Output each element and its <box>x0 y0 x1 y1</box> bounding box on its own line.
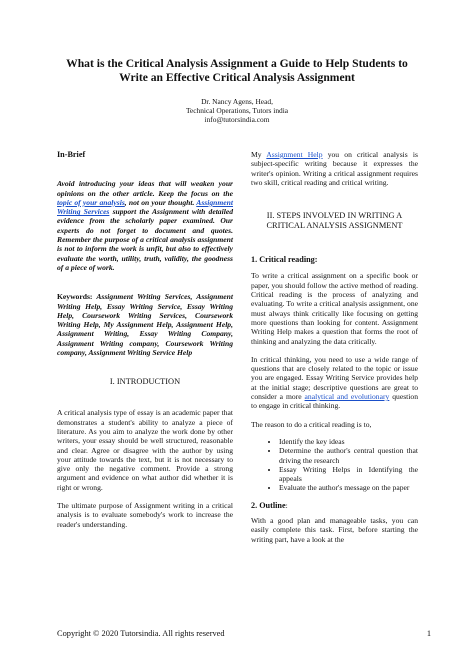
inbrief-text-2: , not on your thought. <box>124 197 197 207</box>
critical-reading-heading: 1. Critical reading: <box>251 255 318 265</box>
right-intro-text-2: you on critical analysis is subject-specific writing because it expresses the writer's opinion. Writing a critical assignment requires two skill, critical reading and critical writing. <box>251 150 418 187</box>
intro-paragraph-2: The ultimate purpose of Assignment writing in a critical analysis is to evaluate somebody's work to increase the reader's understanding. <box>57 501 233 529</box>
outline-heading-row <box>251 501 418 510</box>
author-block <box>120 97 354 125</box>
inbrief-paragraph <box>57 179 233 272</box>
keywords-label: Keywords: <box>57 292 93 302</box>
reason-list <box>251 437 418 493</box>
left-column <box>57 150 233 529</box>
intro-paragraph-1: A critical analysis type of essay is an academic paper that demonstrates a student's ability to analyze a piece of literature. As you aim to analyze the work done by other writers, your essay should be well structured, reasonable and clear. Agree or disagree with the author by using your attitude towards the text, but it is not necessary to give only the negative comment. Provide a strong argument and evidence on what author did whether it is right or wrong. <box>57 408 233 492</box>
outline-colon: : <box>285 500 288 510</box>
right-column <box>251 150 418 544</box>
assignment-help-link[interactable]: Assignment Help <box>266 150 323 159</box>
critical-reading-text-1: In critical thinking, you need to use a wide range of questions that are closely related to the topic or issue you are engaged. Essay Writing Service provides help at the initial stage; descriptive questions are great to consider a more <box>251 354 418 402</box>
topic-analysis-link[interactable]: topic of your analysis <box>57 197 125 207</box>
keywords-paragraph <box>57 292 233 357</box>
page-footer <box>57 629 431 638</box>
outline-paragraph: With a good plan and manageable tasks, you can easily complete this task. First, before starting the writing part, have a look at the <box>251 516 418 544</box>
analytical-evolutionary-link[interactable]: analytical and evolutionary <box>304 392 390 402</box>
outline-heading: 2. Outline <box>251 500 286 510</box>
copyright-text: Copyright © 2020 Tutorsindia. All rights reserved <box>57 629 225 638</box>
right-intro-text-1: My <box>251 150 267 159</box>
paper-title: What is the Critical Analysis Assignment a Guide to Help Students to Write an Effective Critical Analysis Assignment <box>66 57 408 84</box>
list-item: • Essay Writing Helps in Identifying the appeals <box>279 465 418 484</box>
keywords-text: Assignment Writing Services, Assignment Writing Help, Essay Writing Service, Essay Writing Help, Coursework Writing Services, Coursework Writing Help, My Assignment Help, Assignment Help, Assignment Writing, Essay Writing Company, Assignment Writing company, Coursework Writing company, Assignment Writing Service Help <box>57 292 233 358</box>
critical-reading-paragraph-1: To write a critical assignment on a specific book or paper, you should follow the active method of reading. Critical reading is the process of analyzing and evaluating. To write a critical analysis assignment, one must always think critically like focusing on getting more questions than looking for content. Assignment Writing Help makes a question that forms the root of thinking and analyzing the data critically. <box>251 271 418 346</box>
author-affiliation: Technical Operations, Tutors india <box>185 106 289 116</box>
list-item: • Identify the key ideas <box>279 437 418 446</box>
critical-reading-text-2: question to engage in critical thinking. <box>251 392 418 411</box>
inbrief-heading: In-Brief <box>57 150 86 159</box>
author-email: info@tutorsindia.com <box>204 115 270 125</box>
assignment-writing-services-link[interactable]: Assignment Writing Services <box>57 197 233 217</box>
list-item: • Evaluate the author's message on the paper <box>279 483 418 492</box>
introduction-heading: I. INTRODUCTION <box>109 377 181 387</box>
right-intro-paragraph <box>251 150 418 187</box>
list-item: • Determine the author's central question that driving the research <box>279 446 418 465</box>
page-number: 1 <box>426 629 431 638</box>
inbrief-text-1: Avoid introducing your ideas that will weaken your opinions on the other article. Keep the focus on the <box>57 179 233 198</box>
author-name: Dr. Nancy Agens, Head, <box>201 97 273 106</box>
section-2-heading: II. STEPS INVOLVED IN WRITING A CRITICAL ANALYSIS ASSIGNMENT <box>266 211 403 231</box>
critical-reading-paragraph-2 <box>251 355 418 411</box>
reason-intro: The reason to do a critical reading is to, <box>251 419 372 429</box>
inbrief-text-3: support the Assignment with detailed evidence from the scholarly paper examined. Our experts do not forget to document and quotes. Remember the purpose of a critical analysis assignment is not to inform the work is unfit, but also to effectively evaluate the worth, utility, truth, validity, the goodness of a piece of work. <box>57 207 233 272</box>
